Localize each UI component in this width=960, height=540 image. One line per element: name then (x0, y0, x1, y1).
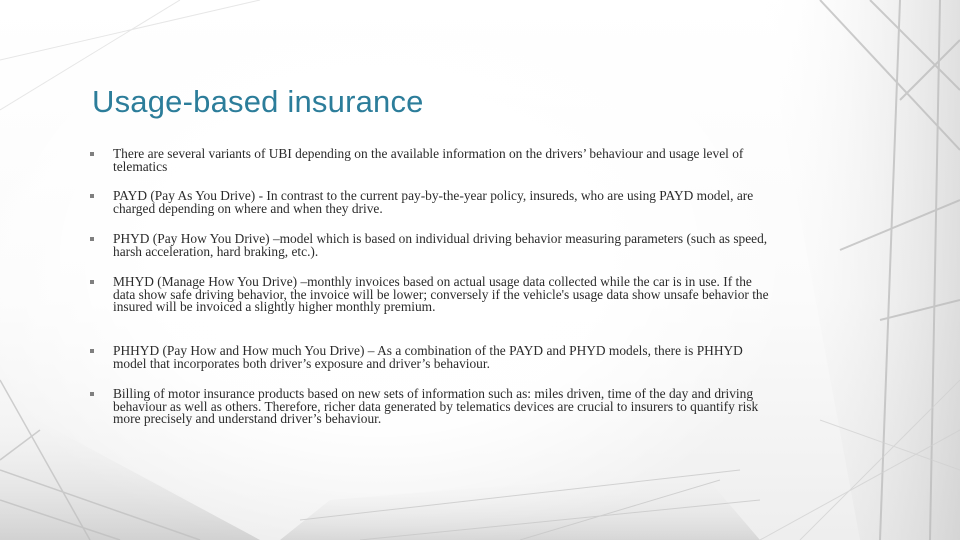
bullet-icon (90, 392, 94, 396)
bullet-item (90, 388, 770, 426)
bullet-icon (90, 280, 94, 284)
bullet-item (90, 345, 770, 370)
bullet-item (90, 233, 770, 258)
bullet-text: MHYD (Manage How You Drive) –monthly invoices based on actual usage data collected while the car is in use. If the data show safe driving behavior, the invoice will be lower; conversely if the vehicle's usage data show unsafe behavior the insured will be invoiced a slightly higher monthly premium. (113, 274, 769, 314)
bullet-text: PHYD (Pay How You Drive) –model which is based on individual driving behavior measuring parameters (such as speed, harsh acceleration, hard braking, etc.). (113, 231, 768, 259)
bullet-item (90, 148, 770, 173)
bullet-icon (90, 194, 94, 198)
bullet-icon (90, 152, 94, 156)
bullet-text: Billing of motor insurance products based on new sets of information such as: miles driven, time of the day and driving behaviour as well as others. Therefore, richer data generated by telematics devices are crucial to insurers to quantify risk more precisely and understand driver’s behaviour. (113, 386, 759, 426)
bullet-icon (90, 237, 94, 241)
bullet-item (90, 190, 770, 215)
bullet-icon (90, 349, 94, 353)
bullet-item (90, 276, 770, 314)
bullet-text: PHHYD (Pay How and How much You Drive) – As a combination of the PAYD and PHYD models, there is PHHYD model that incorporates both driver’s exposure and driver’s behaviour. (113, 343, 743, 371)
bullet-text: There are several variants of UBI depending on the available information on the drivers’ behaviour and usage level of telematics (113, 146, 744, 174)
slide-title: Usage-based insurance (92, 84, 424, 119)
bullet-text: PAYD (Pay As You Drive) - In contrast to the current pay-by-the-year policy, insureds, who are using PAYD model, are charged depending on where and when they drive. (113, 188, 754, 216)
